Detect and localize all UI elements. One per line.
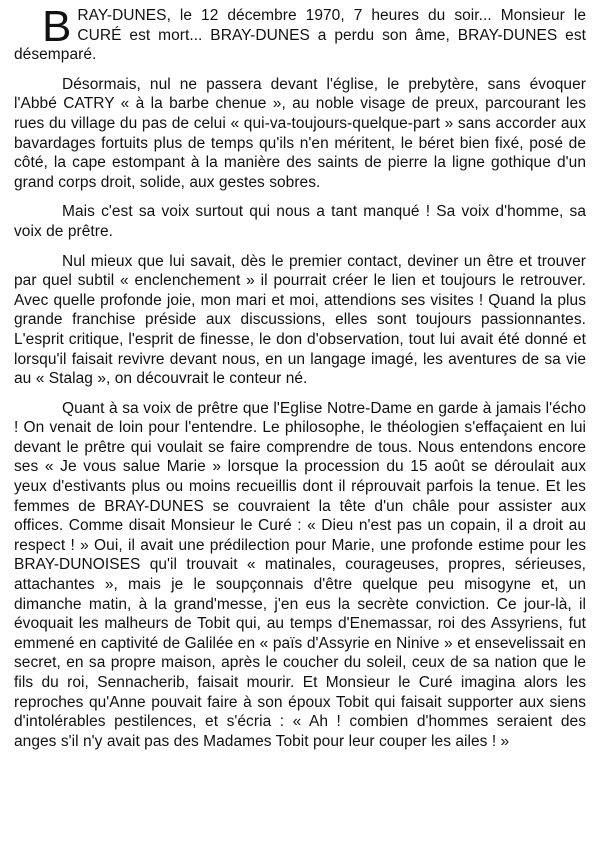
paragraph-5: Quant à sa voix de prêtre que l'Eglise Notre-Dame en garde à jamais l'écho ! On venait de loin pour l'entendre. Le philosophe, le théologien s'effaçaient en lui devant le prêtre qui voulait se faire comprendre de tous. Nous entendons encore ses « Je vous salue Marie » lorsque la procession du 15 août se déroulait aux yeux d'estivants plus ou moins recueillis dont il réprouvait parfois la tenue. Et les femmes de BRAY-DUNES se couvraient la tête d'un châle pour assister aux offices. Comme disait Monsieur le Curé : « Dieu n'est pas un copain, il a droit au respect ! » Oui, il avait une prédilection pour Marie, une profonde estime pour les BRAY-DUNOISES qu'il trouvait « matinales, courageuses, propres, sérieuses, attachantes », mais je le soupçonnais d'être quelque peu misogyne et, un dimanche matin, à la grand'messe, j'en eus la secrète conviction. Ce jour-là, il évoquait les malheurs de Tobit qui, au temps d'Enemassar, roi des Assyriens, fut emmené en captivité de Galilée en « païs d'Assyrie en Ninive » et ensevelissait en secret, en sa propre maison, après le coucher du soleil, ceux de sa nation que le fils du roi, Sennacherib, faisait mourir. Et Monsieur le Curé imagina alors les reproches qu'Anne pouvait faire à son époux Tobit qui faisait supporter aux siens d'intolérables pestilences, et s'écria : « Ah ! combien d'hommes seraient des anges s'il n'y avait pas des Madames Tobit pour leur couper les ailes ! » [14, 399, 586, 750]
paragraph-2: Désormais, nul ne passera devant l'église, le prebytère, sans évoquer l'Abbé CATRY « à la barbe chenue », au noble visage de preux, parcourant les rues du village du pas de celui « qui-va-toujours-quelque-part » sans accorder aux bavardages fortuits plus de temps qu'ils n'en méritent, le béret bien fixé, posé de côté, la cape estompant à la manière des saints de pierre la ligne gothique d'un grand corps droit, solide, aux gestes sobres. [14, 75, 586, 191]
drop-cap: B [42, 2, 72, 51]
paragraph-1 [14, 2, 586, 65]
paragraph-3: Mais c'est sa voix surtout qui nous a tant manqué ! Sa voix d'homme, sa voix de prêtre. [14, 203, 586, 240]
paragraph-4: Nul mieux que lui savait, dès le premier contact, deviner un être et trouver par quel subtil « enclenchement » il pourrait créer le lien et toujours le retrouver. Avec quelle profonde joie, mon mari et moi, attendions ses visites ! Quand la plus grande franchise préside aux discussions, elles sont toujours passionnantes. L'esprit critique, l'esprit de finesse, le don d'observation, tout lui avait été donné et lorsqu'il faisait revivre devant nous, en un langage imagé, les aventures de sa vie au « Stalag », on découvrait le conteur né. [14, 252, 586, 388]
paragraph-1-text: RAY-DUNES, le 12 décembre 1970, 7 heures du soir... Monsieur le CURÉ est mort... BRAY-DUNES a perdu son âme, BRAY-DUNES est désemparé. [14, 7, 586, 64]
